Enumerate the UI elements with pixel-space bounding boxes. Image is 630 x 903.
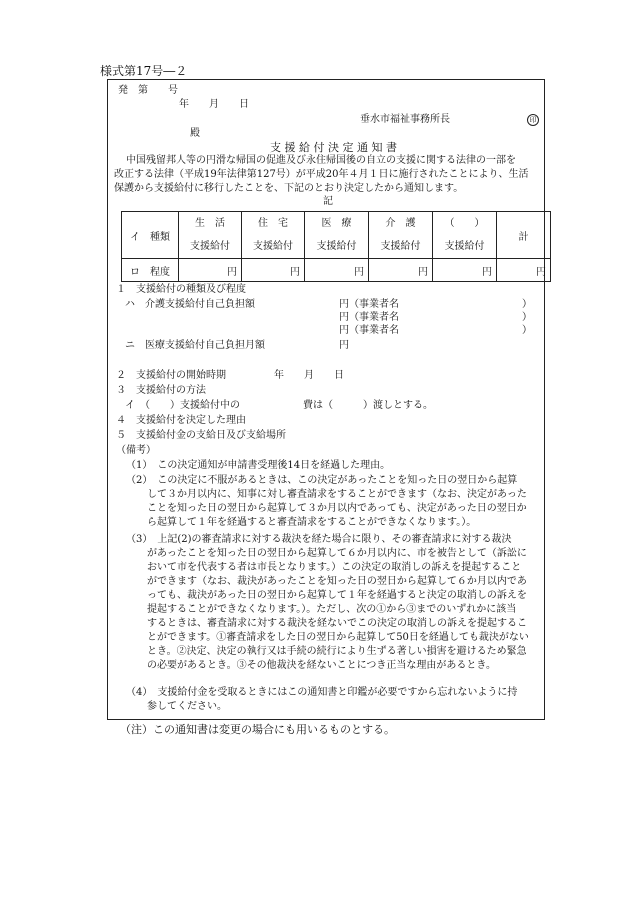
col-livelihood: 生 活 支援給付 [179,212,242,259]
remark-2-line-4: ら起算して１年を経過すると審査請求をすることができなくなります。）。 [147,517,477,528]
remark-3-line-4: ができます（なお、裁決があったことを知った日の翌日から起算して６か月以内であ [147,576,527,587]
document-title: 支 援 給 付 決 定 通 知 書 [270,141,397,154]
col-medical: 医 療 支援給付 [305,212,369,259]
remark-4-line-1: （4） 支援給付金を受取るときにはこの通知書と印鑑が必要ですから忘れないように持 [126,687,518,698]
ha-close-3: ） [522,325,532,336]
ha-line-1: 円（事業者名 [339,299,399,310]
ha-close-1: ） [522,299,532,310]
ha-line-2: 円（事業者名 [339,312,399,323]
item-5: ５ 支援給付金の支給日及び支給場所 [116,430,286,441]
col-housing: 住 宅 支援給付 [242,212,305,259]
amount-total: 円 [497,259,551,282]
amount-housing: 円 [242,259,305,282]
issue-date-label: 年 月 日 [179,99,249,110]
remark-1: （1） この決定通知が申請書受理後14日を経過した理由。 [126,460,391,471]
remark-3-line-7: するときは、審査請求に対する裁決を経ないでこの決定の取消しの訴えを提起するこ [147,618,527,629]
remark-2-line-1: （2） この決定に不服があるときは、この決定があったことを知った日の翌日から起算 [126,475,518,486]
remark-3-line-10: の必要があるとき。③その他裁決を経ないことにつき正当な理由があるとき。 [147,660,496,671]
ki-marker: 記 [323,196,333,207]
remark-3-line-6: 提起することができなくなります。）。ただし、次の①から③までのいずれかに該当 [147,604,517,615]
benefit-table [121,211,551,282]
issue-number-label: 発 第 号 [118,85,178,96]
amount-other: 円 [433,259,497,282]
item-3-line-b: 費は（ ）渡しとする。 [303,400,433,411]
remark-3-line-9: とき。②決定、決定の執行又は手続の続行により生ずる著しい損害を避けるため緊急 [147,646,527,657]
remark-4-line-2: 参してください。 [147,701,227,712]
item-2-date: 年 月 日 [274,370,344,381]
form-number: 様式第17号―２ [100,64,188,78]
amount-livelihood: 円 [179,259,242,282]
amount-medical: 円 [305,259,369,282]
col-other: （ ） 支援給付 [433,212,497,259]
item-ni-label: ニ 医療支援給付自己負担月額 [125,340,265,351]
remark-3-line-3: おいて市を代表する者は市長となります。）この決定の取消しの訴えを提起すること [147,562,522,573]
ni-yen: 円 [339,340,349,351]
seal-icon: 印 [527,114,539,126]
row-label-degree: ロ 程度 [122,259,179,282]
col-total: 計 [497,212,551,259]
item-2: ２ 支援給付の開始時期 [116,370,226,381]
intro-line-2: 改正する法律（平成19年法律第127号）が平成20年４月１日に施行されたことにより、生活 [114,169,529,180]
footer-note: （注）この通知書は変更の場合にも用いるものとする。 [120,723,395,736]
intro-line-3: 保護から支援給付に移行したことを、下記のとおり決定したから通知します。 [114,183,464,194]
remark-2-line-3: ことを知った日の翌日から起算して３か月以内であっても、決定があった日の翌日か [147,503,527,514]
remark-3-line-5: っても、裁決があった日の翌日から起算して１年を経過すると決定の取消しの訴えを [147,590,527,601]
col-nursing: 介 護 支援給付 [369,212,433,259]
item-ha-label: ハ 介護支援給付自己負担額 [125,299,255,310]
item-3: ３ 支援給付の方法 [116,385,206,396]
remark-3-line-2: があったことを知った日の翌日から起算して６か月以内に、市を被告として（訴訟に [147,548,527,559]
seal-mark [527,113,539,127]
remarks-heading: （備考） [116,445,156,456]
item-4: ４ 支援給付を決定した理由 [116,415,246,426]
ha-line-3: 円（事業者名 [339,325,399,336]
addressee-suffix: 殿 [190,128,200,139]
item-1: １ 支援給付の種類及び程度 [116,284,246,295]
remark-3-line-1: （3） 上記(2)の審査請求に対する裁決を経た場合に限り、その審査請求に対する裁決 [126,534,512,545]
issuer-name: 垂水市福祉事務所長 [360,114,450,125]
intro-line-1: 中国残留邦人等の円滑な帰国の促進及び永住帰国後の自立の支援に関する法律の一部を [126,155,516,166]
remark-2-line-2: して３か月以内に、知事に対し審査請求をすることができます（なお、決定があった [147,489,527,500]
remark-3-line-8: とができます。①審査請求をした日の翌日から起算して50日を経過しても裁決がない [147,632,529,643]
item-3-line-a: イ （ ）支援給付中の [125,400,240,411]
amount-nursing: 円 [369,259,433,282]
ha-close-2: ） [522,312,532,323]
row-label-type: イ 種類 [122,212,179,259]
